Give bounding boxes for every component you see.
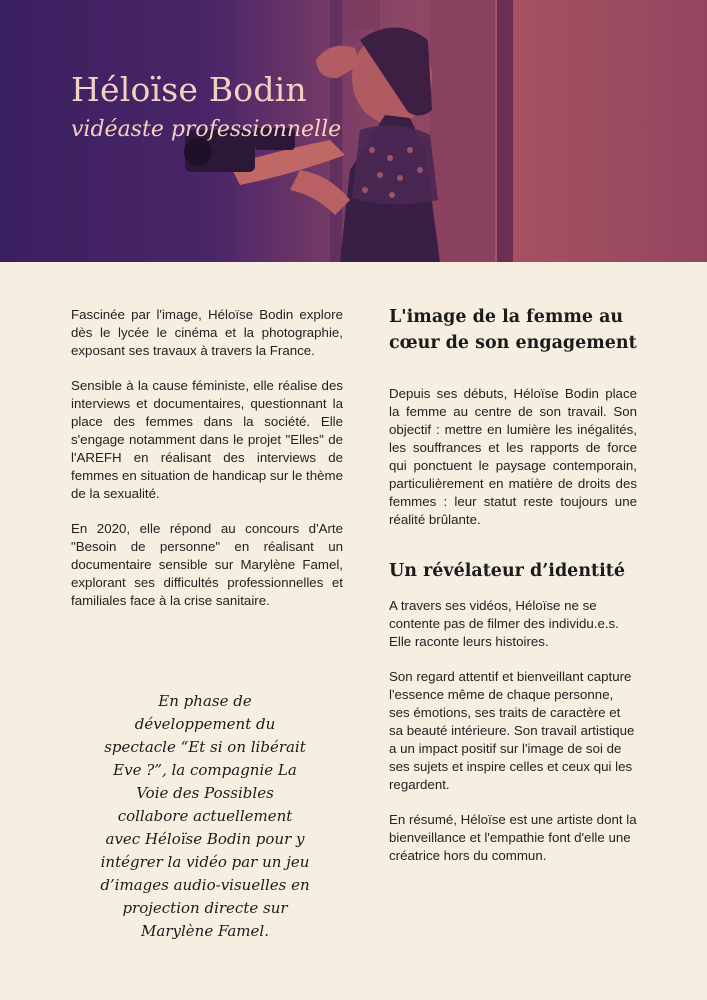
engagement-paragraph: Depuis ses débuts, Héloïse Bodin place la femme au centre de son travail. Son objectif : mettre en lumière les inégalités, les souffrances et les rapports de force qui ponctuent le paysage contemporain, particulièrement en matière de droits des femmes : leur statut reste toujours une réalité brûlante. (389, 386, 637, 527)
arte-paragraph: En 2020, elle répond au concours d'Arte "Besoin de personne" en réalisant un documentaire sensible sur Marylène Famel, explorant ses difficultés professionnelles et familiales face à la crise sanitaire. (71, 521, 343, 608)
left-column (71, 306, 343, 627)
hero-banner (0, 0, 707, 262)
section-heading-identity: Un révélateur d’identité (389, 561, 625, 581)
hero-title: Héloïse Bodin (71, 70, 307, 109)
identity-paragraph-3: En résumé, Héloïse est une artiste dont la bienveillance et l'empathie font d'elle une créatrice hors du commun. (389, 812, 637, 863)
pull-quote: En phase de développement du spectacle “Et si on libérait Eve ?”, la compagnie La Voie des Possibles collabore actuellement avec Héloïse Bodin pour y intégrer la vidéo par un jeu d’images audio-visuelles en projection directe sur Marylène Famel. (100, 692, 310, 940)
identity-paragraph-1: A travers ses vidéos, Héloïse ne se contente pas de filmer des individu.e.s. Elle raconte leurs histoires. (389, 598, 619, 649)
feminism-paragraph: Sensible à la cause féministe, elle réalise des interviews et documentaires, questionnant la place des femmes dans la société. Elle s'engage notamment dans le projet "Elles" de l'AREFH en réalisant des interviews de femmes en situation de handicap sur le thème de la sexualité. (71, 378, 344, 501)
hero-subtitle: vidéaste professionnelle (71, 117, 342, 142)
right-column (389, 304, 637, 882)
intro-paragraph: Fascinée par l'image, Héloïse Bodin explore dès le lycée le cinéma et la photographie, exposant ses travaux à travers la France. (71, 307, 343, 358)
section-heading-engagement: L'image de la femme au cœur de son engagement (389, 307, 637, 353)
identity-paragraph-2: Son regard attentif et bienveillant capture l'essence même de chaque personne, ses émotions, ses traits de caractère et sa beauté intérieure. Son travail artistique a un impact positif sur l'image de soi de ses sujets et inspire celles et ceux qui les regardent. (389, 669, 635, 792)
